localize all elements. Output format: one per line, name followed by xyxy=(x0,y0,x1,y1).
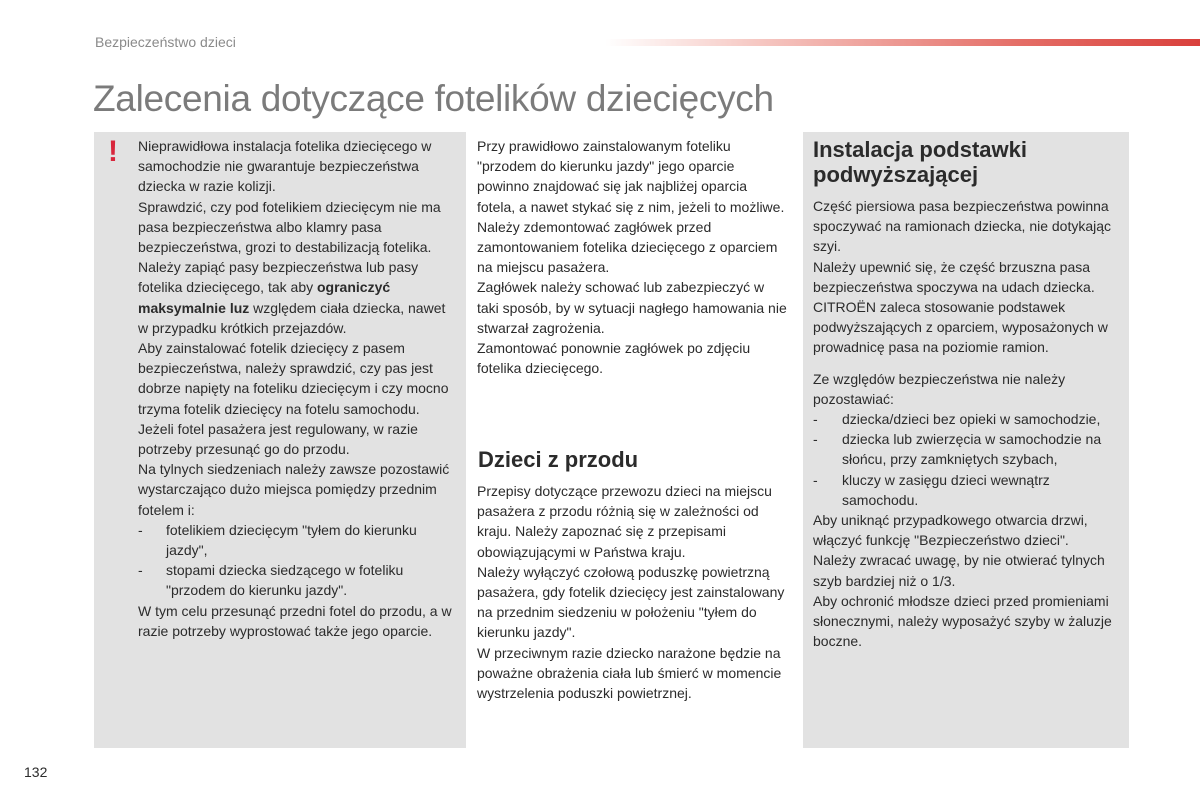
paragraph: W przeciwnym razie dziecko narażone będzie na poważne obrażenia ciała lub śmierć w momencie wystrzelenia poduszki powietrznej. xyxy=(477,644,782,702)
warning-text xyxy=(138,136,456,641)
warning-paragraph: Sprawdzić, czy pod fotelikiem dziecięcym nie ma pasa bezpieczeństwa albo klamry pasa bezpieczeństwa, grozi to destabilizacją fotelika. xyxy=(138,198,441,256)
list-item: - stopami dziecka siedzącego w foteliku "przodem do kierunku jazdy". xyxy=(138,562,404,599)
list-item: - dziecka/dzieci bez opieki w samochodzie, xyxy=(813,411,1101,428)
paragraph: Należy zdemontować zagłówek przed zamontowaniem fotelika dziecięcego z oparciem na miejscu pasażera. xyxy=(477,218,778,276)
warning-paragraph: W tym celu przesunąć przedni fotel do przodu, a w razie potrzeby wyprostować także jego oparcie. xyxy=(138,602,452,639)
paragraph: Należy zwracać uwagę, by nie otwierać tylnych szyb bardziej niż o 1/3. xyxy=(813,552,1105,589)
list-item: - fotelikiem dziecięcym "tyłem do kierunku jazdy", xyxy=(138,521,417,559)
header-accent-bar xyxy=(605,39,1200,46)
paragraph: Aby uniknąć przypadkowego otwarcia drzwi, włączyć funkcję "Bezpieczeństwo dzieci". xyxy=(813,512,1088,549)
emphasis-text: ograniczyć maksymalnie luz xyxy=(138,279,391,316)
list-item: - dziecka lub zwierzęcia w samochodzie na słońcu, przy zamkniętych szybach, xyxy=(813,431,1102,468)
paragraph: Aby ochronić młodsze dzieci przed promieniami słonecznymi, należy wyposażyć szyby w żaluzje boczne. xyxy=(813,592,1112,650)
exclamation-icon: ! xyxy=(108,135,118,168)
paragraph: Zagłówek należy schować lub zabezpieczyć w taki sposób, by w sytuacji nagłego hamowania nie stwarzał zagrożenia. xyxy=(477,279,787,336)
seat-instructions xyxy=(477,136,787,378)
paragraph: Przepisy dotyczące przewozu dzieci na miejscu pasażera z przodu różnią się w zależności od kraju. Należy zapoznać się z przepisami obowiązującymi w Państwa kraju. xyxy=(477,483,772,560)
warning-paragraph: Nieprawidłowa instalacja fotelika dziecięcego w samochodzie nie gwarantuje bezpieczeństwa dziecka w razie kolizji. xyxy=(138,138,432,195)
front-heading: Dzieci z przodu xyxy=(478,447,639,472)
warning-paragraph: Na tylnych siedzeniach należy zawsze pozostawić wystarczająco dużo miejsca pomiędzy przednim fotelem i: xyxy=(138,461,450,518)
paragraph: Należy upewnić się, że część brzuszna pasa bezpieczeństwa spoczywa na udach dziecka. xyxy=(813,258,1095,295)
paragraph: Zamontować ponownie zagłówek po zdjęciu fotelika dziecięcego. xyxy=(477,340,751,377)
paragraph: CITROËN zaleca stosowanie podstawek podwyższających z oparciem, wyposażonych w prowadnicę pasa na poziomie ramion. xyxy=(813,299,1108,356)
paragraph: Należy wyłączyć czołową poduszkę powietrzną pasażera, gdy fotelik dziecięcy jest zainstalowany na przednim siedzeniu w położeniu "tyłem do kierunku jazdy". xyxy=(477,563,785,641)
paragraph: Część piersiowa pasa bezpieczeństwa powinna spoczywać na ramionach dziecka, nie dotykając szyi. xyxy=(813,198,1112,255)
booster-text xyxy=(813,196,1125,651)
paragraph: Ze względów bezpieczeństwa nie należy pozostawiać: xyxy=(813,370,1066,407)
paragraph: Przy prawidłowo zainstalowanym foteliku "przodem do kierunku jazdy" jego oparcie powinno znajdować się jak najbliżej oparcia fotela, a nawet stykać się z nim, jeżeli to możliwe. xyxy=(477,138,785,215)
page-number: 132 xyxy=(24,764,48,780)
booster-heading: Instalacja podstawki podwyższającej xyxy=(813,137,1027,187)
list-item: - kluczy w zasięgu dzieci wewnątrz samochodu. xyxy=(813,471,1050,508)
page-title: Zalecenia dotyczące fotelików dziecięcych xyxy=(93,78,774,119)
warning-paragraph: Aby zainstalować fotelik dziecięcy z pasem bezpieczeństwa, należy sprawdzić, czy pas jest dobrze napięty na foteliku dziecięcym i czy mocno trzyma fotelik dziecięcy na fotelu samochodu. Jeżeli fotel pasażera jest regulowany, w razie potrzeby przesunąć go do przodu. xyxy=(138,340,449,458)
section-header: Bezpieczeństwo dzieci xyxy=(95,34,236,50)
warning-paragraph: Należy zapiąć pasy bezpieczeństwa lub pasy fotelika dziecięcego, tak aby ograniczyć maksymalnie luz względem ciała dziecka, nawet w przypadku krótkich przejazdów. xyxy=(138,259,446,336)
front-text xyxy=(477,481,787,703)
